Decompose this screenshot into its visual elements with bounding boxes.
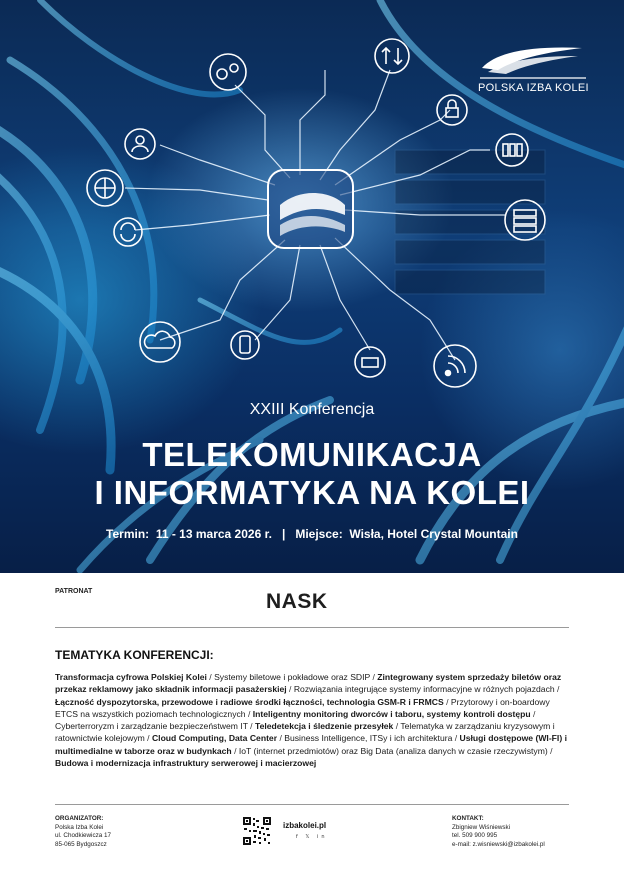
- topic-separator: /: [530, 708, 536, 719]
- topic-separator: /: [554, 684, 560, 695]
- event-info-line: [0, 527, 624, 541]
- topics-list: [55, 671, 570, 769]
- cloud-icon: [140, 322, 180, 362]
- topic-separator: /: [144, 733, 152, 744]
- contact-line: tel. 509 900 995: [452, 832, 498, 839]
- contact-line[interactable]: e-mail: z.wisniewski@izbakolei.pl: [452, 840, 545, 848]
- topic-separator: /: [245, 708, 253, 719]
- transfer-icon: [375, 39, 409, 73]
- lock-icon: [437, 95, 467, 125]
- contact-block: [452, 815, 545, 849]
- topic-item: Usługi dostępowe (WI-FI) i multimedialne w taborze oraz w budynkach: [55, 733, 567, 756]
- topics-heading: TEMATYKA KONFERENCJI:: [55, 648, 214, 662]
- organizer-line: Polska Izba Kolei: [55, 823, 104, 831]
- topic-separator: /: [547, 745, 553, 756]
- website-link[interactable]: izbakolei.pl: [283, 821, 327, 830]
- title-line-2: I INFORMATYKA NA KOLEI: [94, 474, 530, 511]
- organizer-line: ul. Chodkiewicza 17: [55, 832, 112, 839]
- topic-item: Teledetekcja i śledzenie przesyłek: [254, 721, 394, 732]
- topic-item: Cloud Computing, Data Center: [151, 733, 278, 744]
- divider-top: [55, 627, 569, 628]
- topic-item: Systemy biletowe i pokładowe oraz SDIP: [214, 672, 371, 682]
- contact-label: KONTAKT:: [452, 815, 484, 822]
- patronat-label: PATRONAT: [55, 588, 93, 595]
- contact-line: Zbigniew Wiśniewski: [452, 823, 511, 831]
- topic-item: Cyberterroryzm i zarządzanie bezpieczeństwem IT: [55, 721, 248, 732]
- train-hub-icon: [268, 170, 353, 248]
- qr-code-icon[interactable]: [243, 817, 271, 845]
- topic-separator: /: [443, 696, 451, 707]
- organizer-label: ORGANIZATOR:: [55, 815, 104, 822]
- topic-separator: /: [452, 733, 460, 744]
- event-subtitle: XXIII Konferencja: [249, 401, 375, 418]
- globe-icon: [87, 170, 123, 206]
- phone-icon: [231, 331, 259, 359]
- topic-separator: /: [393, 721, 401, 732]
- term-value: 11 - 13 marca 2026 r.: [155, 527, 272, 541]
- topic-item: Business Intelligence, ITSy i ich architektura: [284, 733, 453, 744]
- topic-item: Przytorowy i on-boardowy ETCS na wszystkich poziomach technologicznych: [55, 696, 550, 719]
- nask-logo: NASK: [266, 590, 328, 613]
- place-label: Miejsce:: [295, 527, 343, 541]
- topic-separator: /: [231, 745, 239, 756]
- topic-item: Telematyka w zarządzaniu kryzysowym i ratownictwie kolejowym: [55, 721, 555, 744]
- topic-item: Rozwiązania integrujące systemy informacyjne w różnych pojazdach: [293, 684, 555, 695]
- title-line-1: TELEKOMUNIKACJA: [142, 436, 482, 473]
- topic-item: Zintegrowany system sprzedaży biletów oraz przekaz reklamowy jako składnik informacji pasażerskiej: [55, 672, 562, 695]
- social-icons[interactable]: f 𝕏 in: [296, 834, 328, 840]
- topic-item: Łączność dyspozytorska, przewodowe i radiowe środki łączności, technologia GSM-R i FRMCS: [55, 696, 444, 707]
- topic-item: IoT (internet przedmiotów) oraz Big Data (analiza danych w czasie rzeczywistym): [238, 745, 548, 756]
- topic-item: Inteligentny monitoring dworców i taboru, systemy kontroli dostępu: [252, 708, 531, 719]
- gears-icon: [210, 54, 246, 90]
- place-value: Wisła, Hotel Crystal Mountain: [349, 527, 518, 541]
- topic-separator: /: [247, 721, 255, 732]
- sync-icon: [114, 218, 142, 246]
- server-rack: [395, 150, 545, 294]
- divider-bottom: [55, 804, 569, 805]
- signal-icon: [434, 345, 476, 387]
- topic-separator: /: [370, 672, 378, 682]
- logo-text: POLSKA IZBA KOLEI: [478, 82, 589, 94]
- pik-logo-icon: [478, 40, 588, 80]
- user-icon: [125, 129, 155, 159]
- term-label: Termin:: [106, 527, 150, 541]
- topic-separator: /: [286, 684, 294, 695]
- topic-item: Budowa i modernizacja infrastruktury serwerowej i macierzowej: [55, 758, 317, 769]
- topic-item: Transformacja cyfrowa Polskiej Kolei: [55, 672, 207, 682]
- event-title: [0, 436, 624, 512]
- topic-separator: /: [277, 733, 285, 744]
- topic-separator: /: [206, 672, 215, 682]
- info-divider: |: [281, 527, 286, 541]
- router-icon: [355, 347, 385, 377]
- organizer-line: 85-065 Bydgoszcz: [55, 840, 107, 848]
- organizer-block: [55, 815, 111, 849]
